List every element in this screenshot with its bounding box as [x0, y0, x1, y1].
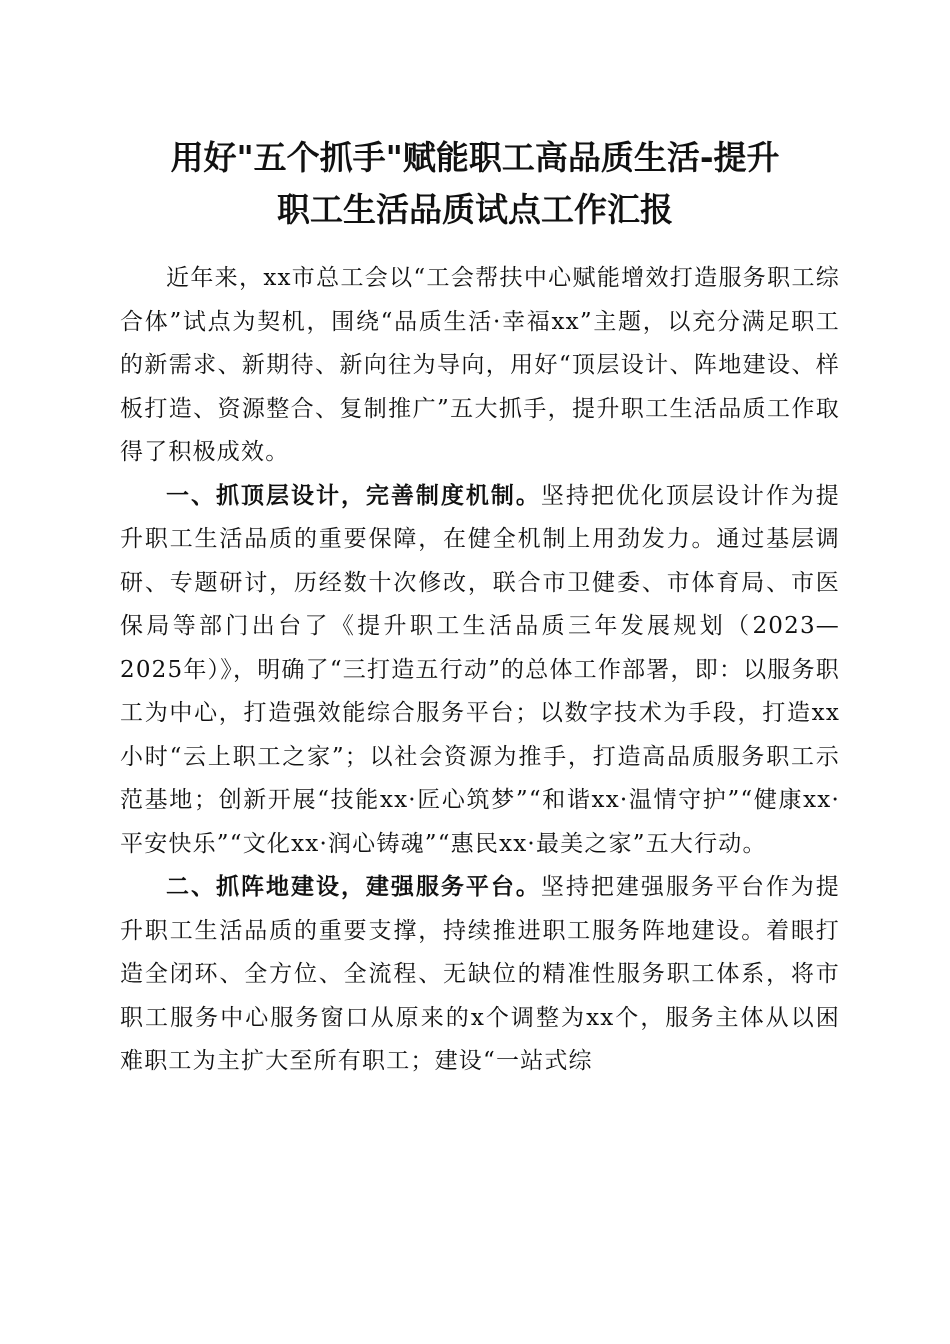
- title-line-1: 用好"五个抓手"赋能职工高品质生活-提升: [170, 138, 780, 177]
- section-heading: 一、抓顶层设计，完善制度机制。: [166, 482, 541, 509]
- section-heading: 二、抓阵地建设，建强服务平台。: [166, 874, 541, 900]
- paragraph-intro: [120, 257, 840, 475]
- paragraph-section-2: [120, 866, 840, 1084]
- document-title: [100, 132, 850, 236]
- document-body: [120, 257, 840, 1084]
- paragraph-section-1: [120, 475, 840, 867]
- paragraph-text: 近年来，xx市总工会以“工会帮扶中心赋能增效打造服务职工综合体”试点为契机，围绕“品质生活·幸福xx”主题，以充分满足职工的新需求、新期待、新向往为导向，用好“顶层设计、阵地建设、样板打造、资源整合、复制推广”五大抓手，提升职工生活品质工作取得了积极成效。: [120, 265, 840, 465]
- paragraph-text: 坚持把建强服务平台作为提升职工生活品质的重要支撑，持续推进职工服务阵地建设。着眼打造全闭环、全方位、全流程、无缺位的精准性服务职工体系，将市职工服务中心服务窗口从原来的x个调整为xx个，服务主体从以困难职工为主扩大至所有职工；建设“一站式综: [120, 874, 841, 1074]
- title-line-2: 职工生活品质试点工作汇报: [277, 190, 673, 229]
- paragraph-text: 坚持把优化顶层设计作为提升职工生活品质的重要保障，在健全机制上用劲发力。通过基层调研、专题研讨，历经数十次修改，联合市卫健委、市体育局、市医保局等部门出台了《提升职工生活品质三年发展规划（2023—2025年）》，明确了“三打造五行动”的总体工作部署，即：以服务职工为中心，打造强效能综合服务平台；以数字技术为手段，打造xx小时“云上职工之家”；以社会资源为推手，打造高品质服务职工示范基地；创新开展“技能xx·匠心筑梦”“和谐xx·温情守护”“健康xx·平安快乐”“文化xx·润心铸魂”“惠民xx·最美之家”五大行动。: [120, 482, 841, 857]
